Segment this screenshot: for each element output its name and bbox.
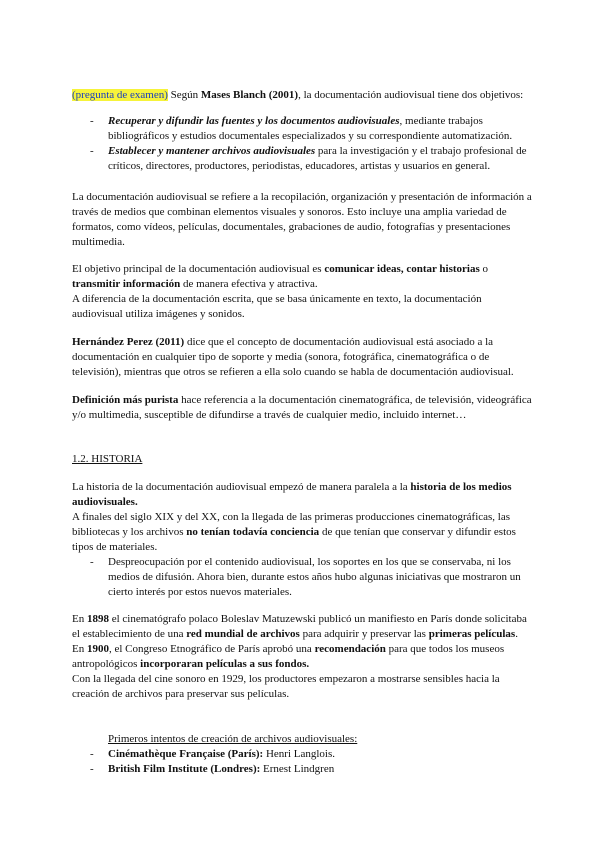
dash-bullet: -: [90, 145, 94, 157]
intro-paragraph: (pregunta de examen) Según Mases Blanch (2001), la documentación audiovisual tiene dos objetivos:: [72, 89, 524, 101]
dash-bullet: -: [90, 556, 94, 568]
first-attempts-section: [72, 732, 532, 777]
exam-question-highlight: (pregunta de examen): [72, 89, 168, 101]
dash-bullet: -: [90, 748, 94, 760]
history-paragraph: La historia de la documentación audiovisual empezó de manera paralela a la historia de los medios audiovisuales. A finales del siglo XIX y del XX, con la llegada de las primeras producciones cinematográficas, las bibliotecas y los archivos no tenían todavía conciencia de que tenían que conservar y difundir estos tipos de materiales. - Despreocupación por el contenido audiovisual, los soportes en los que se conservaba, ni los medios de difusión. Ahora bien, durante estos años hubo algunas iniciativas que mostraron un cierto interés por estos nuevos materiales.: [72, 480, 532, 600]
objective-paragraph: El objetivo principal de la documentación audiovisual es comunicar ideas, contar historias o transmitir información de manera efectiva y atractiva. A diferencia de la documentación escrita, que se basa únicamente en texto, la documentación audiovisual utiliza imágenes y sonidos.: [72, 263, 489, 320]
milestones-paragraph: En 1898 el cinematógrafo polaco Boleslav Matuzewski publicó un manifiesto en París donde solicitaba el establecimiento de una red mundial de archivos para adquirir y preservar las primeras películas. En 1900, el Congreso Etnográfico de París aprobó una recomendación para que todos los museos antropológicos incorporaran películas a sus fondos. Con la llegada del cine sonoro en 1929, los productores empezaron a mostrarse sensibles hacia la creación de archivos para preservar sus películas.: [72, 613, 527, 700]
list-item: - Recuperar y difundir las fuentes y los documentos audiovisuales, mediante trabajos bibliográficos y estudios documentales especializados y su correspondiente automatización.: [90, 115, 513, 142]
list-item: - Establecer y mantener archivos audiovisuales para la investigación y el trabajo profesional de críticos, directores, productores, periodistas, educadores, artistas y usuarios en general.: [90, 145, 527, 172]
definition-paragraph: La documentación audiovisual se refiere a la recopilación, organización y presentación de información a través de medios que combinan elementos visuales y sonoros. Esto incluye una amplia variedad de formatos, como vídeos, películas, documentales, grabaciones de audio, fotografías y presentaciones multimedia.: [72, 191, 532, 248]
dash-bullet: -: [90, 115, 94, 127]
purist-definition-paragraph: Definición más purista hace referencia a la documentación cinematográfica, de televisión, videográfica y/o multimedia, susceptible de difundirse a través de cualquier medio, incluido internet…: [72, 394, 532, 421]
list-item: - British Film Institute (Londres): Ernest Lindgren: [90, 763, 335, 775]
section-heading: 1.2. HISTORIA: [72, 453, 143, 465]
list-item: - Cinémathèque Française (París): Henri Langlois.: [90, 748, 335, 760]
list-item: - Despreocupación por el contenido audiovisual, los soportes en los que se conservaba, ni los medios de difusión. Ahora bien, durante estos años hubo algunas iniciativas que mostraron un cierto interés por estos nuevos materiales.: [90, 556, 521, 598]
dash-bullet: -: [90, 763, 94, 775]
objectives-list: [72, 114, 532, 174]
hernandez-paragraph: Hernández Perez (2011) dice que el concepto de documentación audiovisual está asociado a la documentación en cualquier tipo de soporte y media (sonora, fotográfica, cinematográfica o de televisión), mientras que otros se refieren a ella solo cuando se habla de documentación audiovisual.: [72, 336, 514, 378]
first-attempts-heading: Primeros intentos de creación de archivos audiovisuales:: [108, 733, 358, 745]
author-citation: Mases Blanch (2001): [200, 89, 299, 101]
